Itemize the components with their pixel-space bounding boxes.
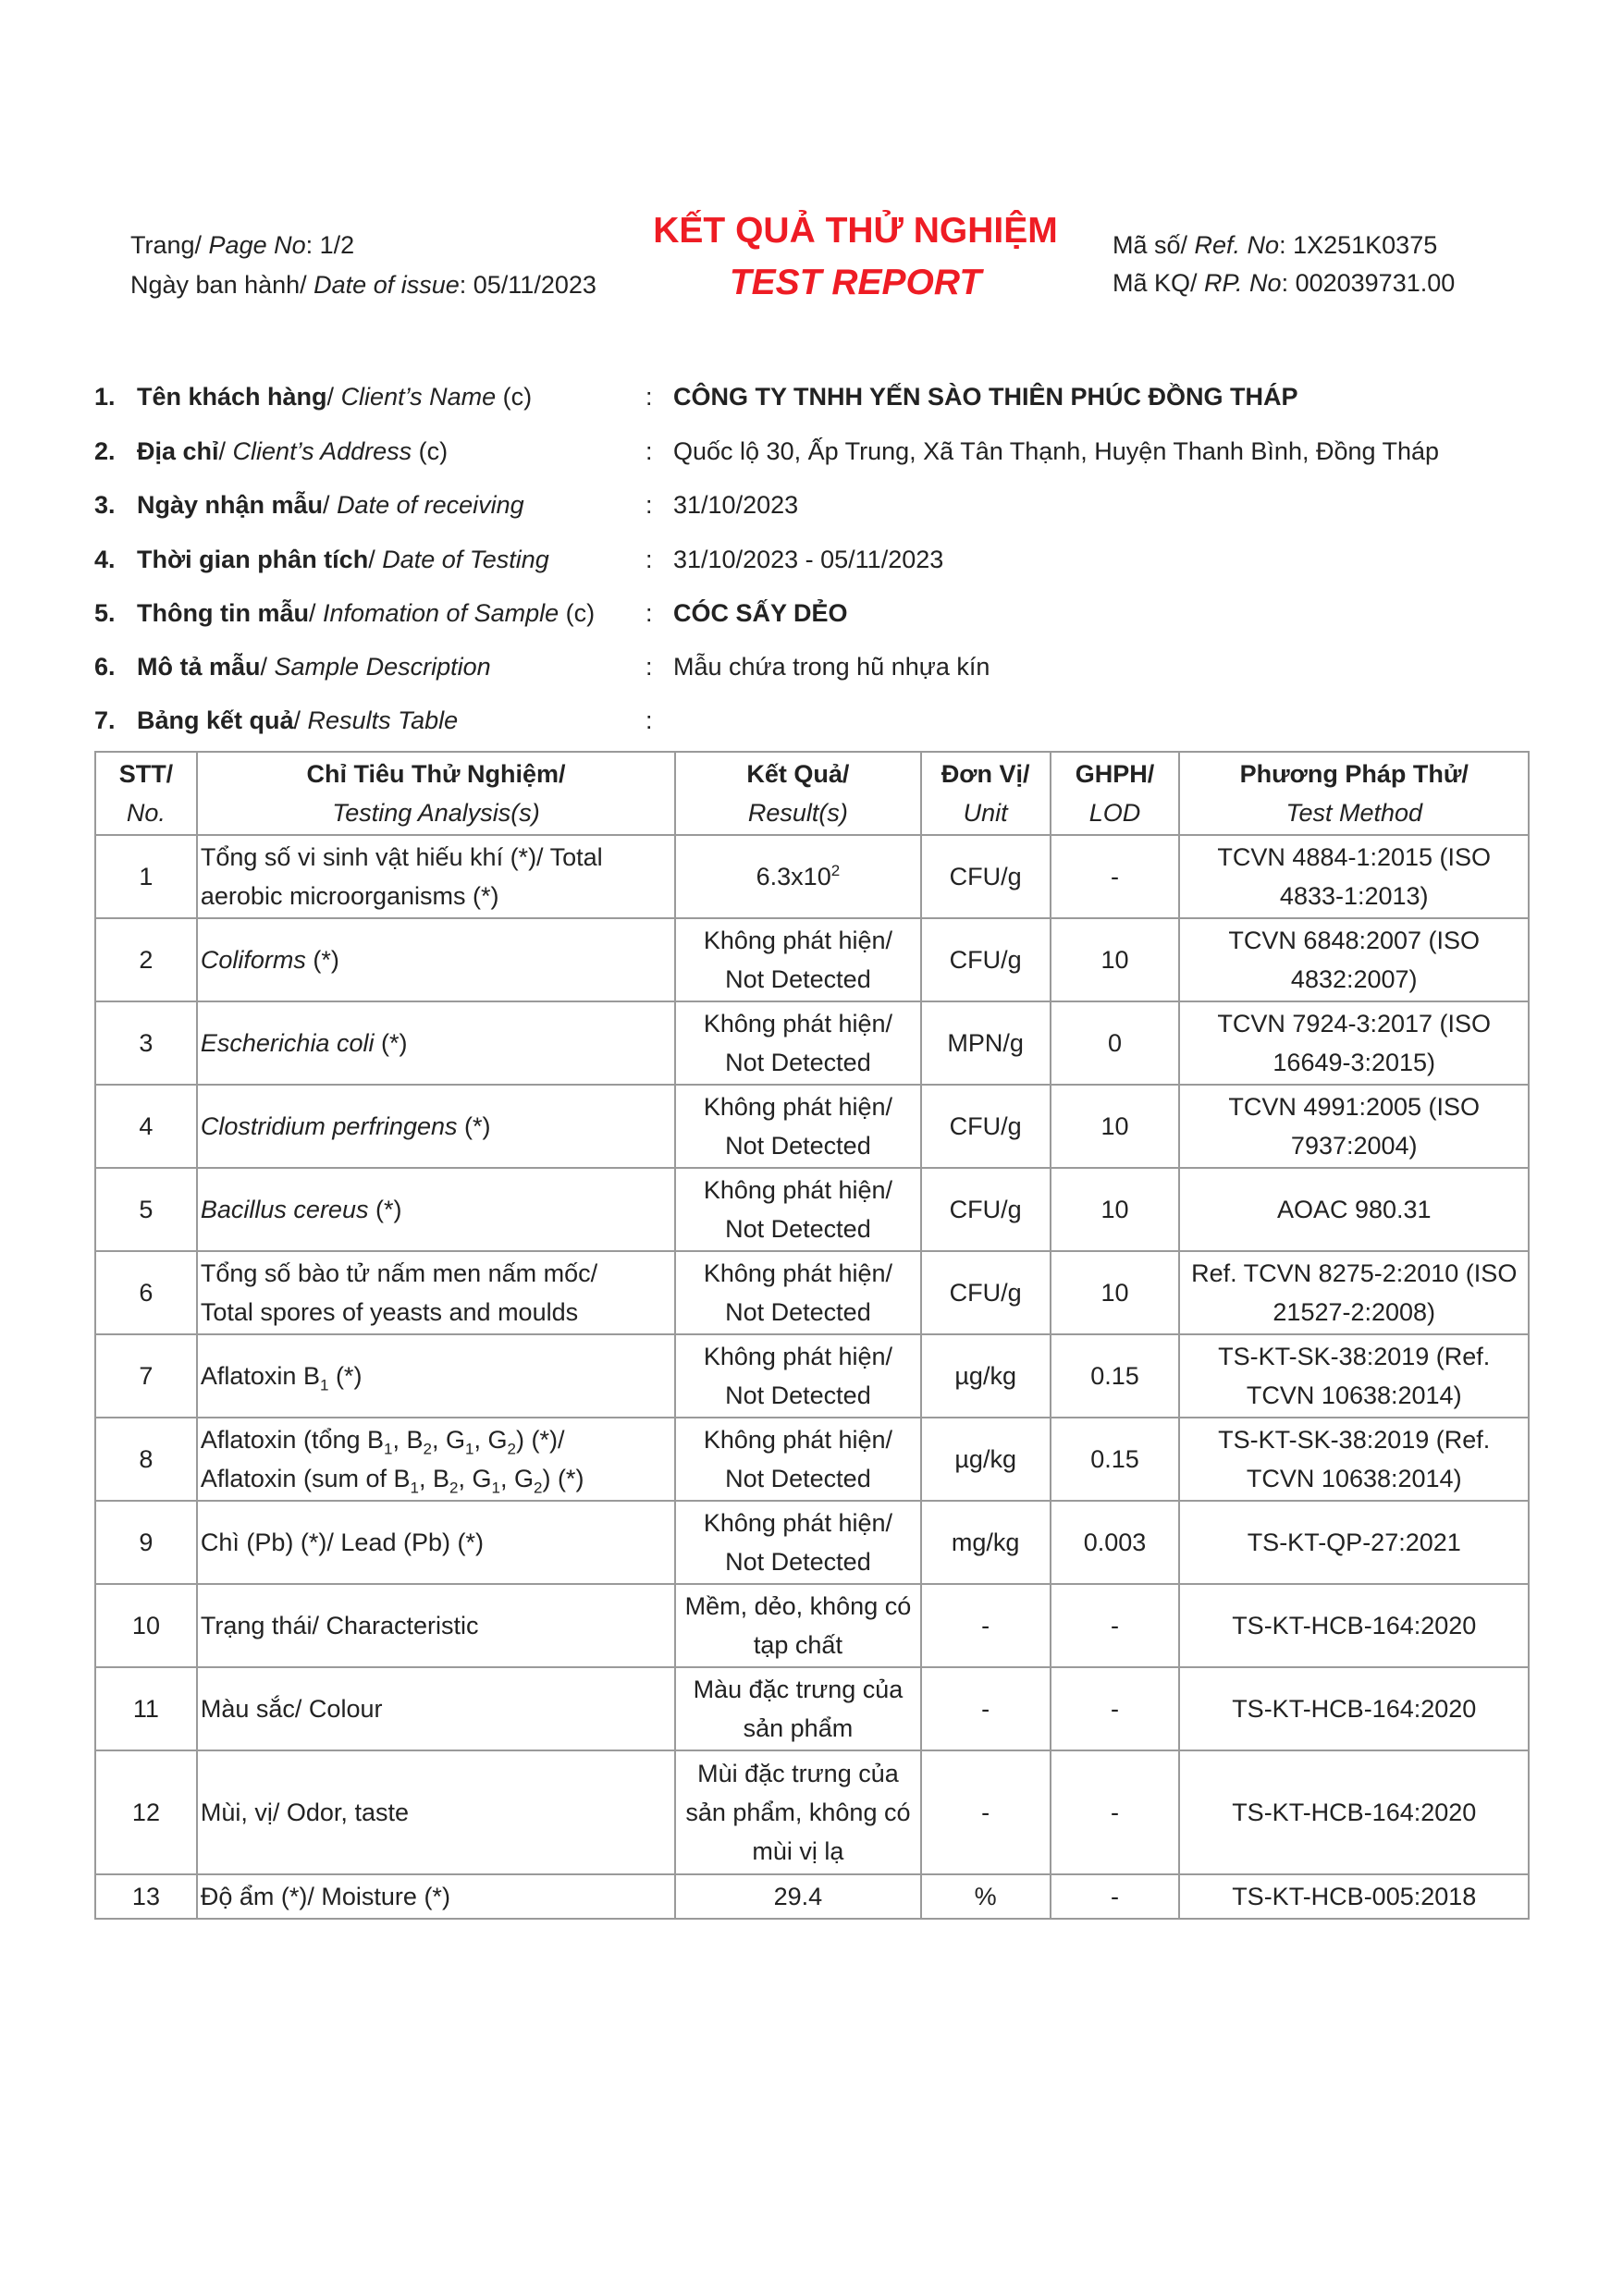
table-row: 13 Độ ẩm (*)/ Moisture (*) 29.4 % - TS-KT-HCB-005:2018 [95, 1874, 1529, 1919]
table-row: 4 Clostridium perfringens (*) Không phát hiện/ Not Detected CFU/g 10 TCVN 4991:2005 (ISO 7937:2004) [95, 1085, 1529, 1168]
table-row: 5 Bacillus cereus (*) Không phát hiện/ Not Detected CFU/g 10 AOAC 980.31 [95, 1168, 1529, 1251]
table-row: 2 Coliforms (*) Không phát hiện/ Not Detected CFU/g 10 TCVN 6848:2007 (ISO 4832:2007) [95, 918, 1529, 1001]
table-row: 7 Aflatoxin $B_1$ (*) Không phát hiện/ Not Detected µg/kg 0.15 TS-KT-SK-38:2019 (Ref. TCVN 10638:2014) [95, 1334, 1529, 1418]
issue-date: Ngày ban hành/ Date of issue: 05/11/2023 [130, 271, 596, 299]
table-row: 8 Aflatoxin (tổng $B_1$, $B_2$, $G_1$, $G_2$) (*)/ Aflatoxin (sum of $B_1$, $B_2$, $G_1$, $G_2$) (*) Không phát hiện/ Not Detected µg/kg 0.15 TS-KT-SK-38:2019 (Ref. TCVN 10638:2014) [95, 1418, 1529, 1501]
report-title-vi: KẾT QUẢ THỬ NGHIỆM [653, 211, 1058, 251]
col-header-analysis: Chỉ Tiêu Thử Nghiệm/ Testing Analysis(s) [197, 752, 675, 835]
table-row: 12 Mùi, vị/ Odor, taste Mùi đặc trưng của sản phẩm, không có mùi vị lạ - - TS-KT-HCB-164:2020 [95, 1750, 1529, 1874]
col-header-lod: GHPH/ LOD [1051, 752, 1180, 835]
table-header [95, 752, 1529, 835]
report-title-en: TEST REPORT [729, 263, 982, 302]
table-row: 6 Tổng số bào tử nấm men nấm mốc/ Total spores of yeasts and moulds Không phát hiện/ Not Detected CFU/g 10 Ref. TCVN 8275-2:2010 (ISO 21527-2:2008) [95, 1251, 1529, 1334]
col-header-method: Phương Pháp Thử/ Test Method [1179, 752, 1529, 835]
ref-number: Mã số/ Ref. No: 1X251K0375 [1113, 231, 1438, 259]
result-number: Mã KQ/ RP. No: 002039731.00 [1113, 269, 1456, 297]
results-table [94, 751, 1530, 1920]
table-row: 9 Chì (Pb) (*)/ Lead (Pb) (*) Không phát hiện/ Not Detected mg/kg 0.003 TS-KT-QP-27:2021 [95, 1501, 1529, 1584]
table-row: 10 Trạng thái/ Characteristic Mềm, dẻo, không có tạp chất - - TS-KT-HCB-164:2020 [95, 1584, 1529, 1667]
table-row: 1 Tổng số vi sinh vật hiếu khí (*)/ Total aerobic microorganisms (*) $6.3x10^2$ CFU/g - TCVN 4884-1:2015 (ISO 4833-1:2013) [95, 835, 1529, 918]
page-number: Trang/ Page No: 1/2 [130, 231, 355, 259]
col-header-result: Kết Quả/ Result(s) [675, 752, 921, 835]
col-header-unit: Đơn Vị/ Unit [921, 752, 1051, 835]
col-header-no: STT/ No. [95, 752, 197, 835]
table-row: 3 Escherichia coli (*) Không phát hiện/ Not Detected MPN/g 0 TCVN 7924-3:2017 (ISO 16649-3:2015) [95, 1001, 1529, 1085]
table-row: 11 Màu sắc/ Colour Màu đặc trưng của sản phẩm - - TS-KT-HCB-164:2020 [95, 1667, 1529, 1750]
